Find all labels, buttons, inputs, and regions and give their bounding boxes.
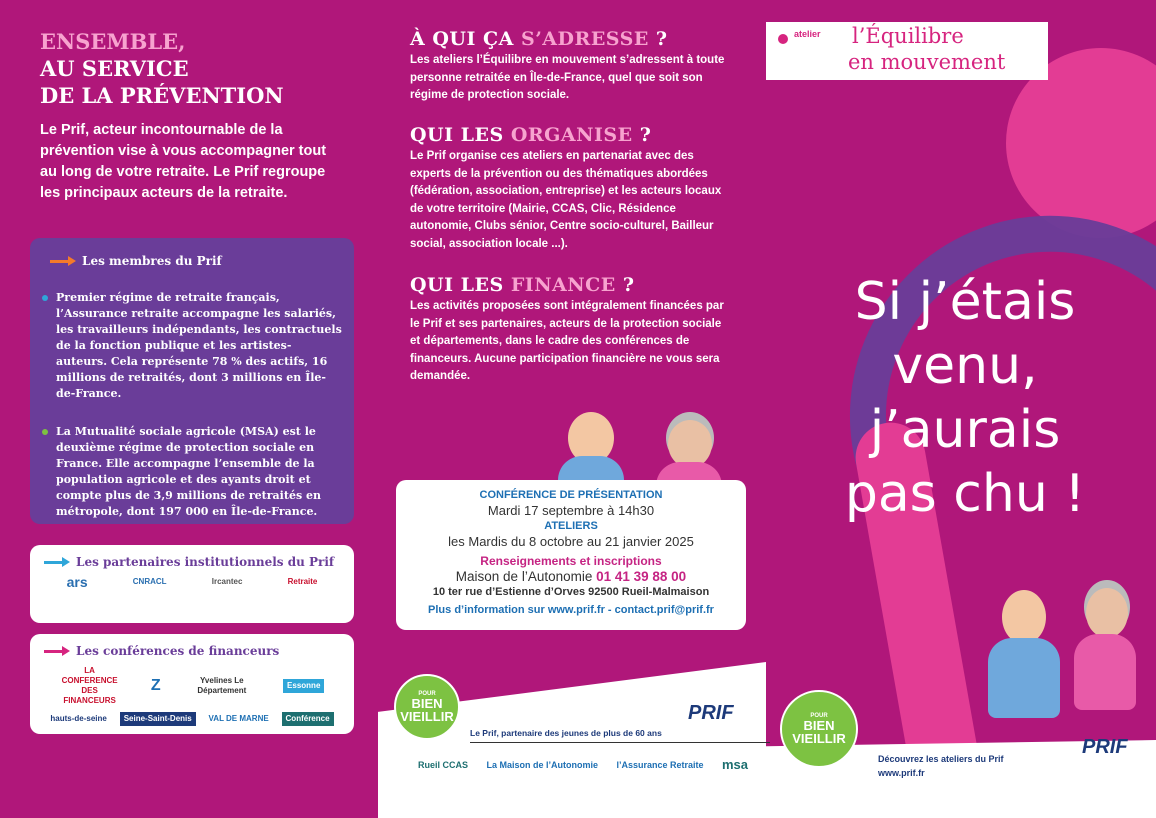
dot-icon — [778, 34, 788, 44]
assurance-retraite-logo: l’Assurance Retraite — [616, 760, 704, 770]
conferences-title: Les conférences de financeurs — [44, 644, 340, 658]
partners-title: Les partenaires institutionnels du Prif — [44, 555, 340, 569]
venue-address: 10 ter rue d’Estienne d’Orves 92500 Rueil-Malmaison — [432, 586, 710, 598]
left-panel — [0, 0, 378, 818]
print-credit: …/ en Personne 360 - 01/2020 — [736, 521, 745, 624]
arrow-right-icon — [50, 256, 76, 266]
conference-logo: Yvelines Le Département — [197, 676, 247, 695]
conference-logo: LA CONFERENCE DES FINANCEURS — [61, 666, 118, 705]
partner-logos — [44, 574, 340, 590]
msa-logo: msa — [721, 757, 748, 772]
conference-logo: hauts-de-seine — [50, 714, 107, 723]
section-text-adresse: Les ateliers l’Équilibre en mouvement s’adressent à toute personne retraitée en Île-de-France, quel que soit son régime de protection sociale. — [410, 54, 725, 101]
cover-slogan: Si j’étais venu, j’aurais pas chu ! — [844, 272, 1086, 524]
conference-date: Mardi 17 septembre à 14h30 — [487, 503, 655, 518]
members-panel — [30, 238, 354, 524]
cover-panel — [766, 0, 1156, 818]
prif-website-link[interactable]: www.prif.fr — [878, 768, 925, 778]
ensemble-heading: ENSEMBLE, AU SERVICE DE LA PRÉVENTION — [40, 29, 284, 108]
section-heading-finance: QUI LES FINANCE ? — [410, 274, 635, 296]
conference-logo: Z — [150, 677, 161, 694]
section-text-organise: Le Prif organise ces ateliers en partenariat avec des experts de la prévention ou des thématiques abordées (fédération, association, entreprise) et les acteurs locaux de votre territoire (Mairie, CCAS, Clic, Résidence autonomie, Clubs sénior, Centre socio-culturel, Bailleur social, association locale ...). — [410, 150, 722, 250]
conference-info-box — [396, 480, 746, 630]
member-msa: La Mutualité sociale agricole (MSA) est le deuxième régime de protection sociale en France. Elle accompagne l’ensemble de la population agricole et des ayants droit et compte plus de 3,9 millions de retraités en métropole, dont 197 000 en Île-de-France. — [42, 424, 342, 520]
bien-vieillir-badge: POUR BIEN VIEILLIR — [780, 690, 858, 768]
prif-logo: PRIF — [1082, 736, 1128, 758]
atelier-title-box: atelier l’Équilibre en mouvement — [766, 22, 1048, 80]
ars-logo: ars — [66, 574, 88, 590]
conference-logos-row2 — [44, 712, 340, 726]
atelier-title-line1: l’Équilibre — [852, 24, 964, 48]
middle-panel — [378, 0, 766, 818]
conference-logos-row1 — [44, 666, 340, 706]
ateliers-title: ATELIERS — [544, 520, 598, 532]
conference-logo: Essonne — [283, 679, 324, 693]
section-heading-adresse: À QUI ÇA S’ADRESSE ? — [410, 28, 668, 50]
conference-title: CONFÉRENCE DE PRÉSENTATION — [479, 489, 663, 501]
bien-vieillir-badge: POUR BIEN VIEILLIR — [394, 674, 460, 740]
conferences-panel — [30, 634, 354, 734]
member-assurance-retraite: Premier régime de retraite français, l’Assurance retraite accompagne les salariés, les travailleurs indépendants, les contractuels de la fonction publique et les artistes-auteurs. Cela représente 78 % des actifs, 16 millions de retraités, dont 3 millions en Île-de-France. — [42, 290, 342, 402]
section-heading-organise: QUI LES ORGANISE ? — [410, 124, 652, 146]
cnracl-logo: CNRACL — [132, 577, 167, 586]
arrow-right-icon — [44, 646, 70, 656]
decouvrez-text: Découvrez les ateliers du Prif www.prif.fr — [878, 754, 1004, 778]
renseignements-title: Renseignements et inscriptions — [480, 554, 662, 568]
bullet-icon — [42, 429, 48, 435]
arrow-right-icon — [44, 557, 70, 567]
conference-logo: Seine-Saint-Denis — [120, 712, 196, 726]
website-contact-link[interactable]: Plus d’information sur www.prif.fr - contact.prif@prif.fr — [428, 604, 714, 616]
ateliers-dates: les Mardis du 8 octobre au 21 janvier 2025 — [448, 534, 694, 549]
partners-panel — [30, 545, 354, 623]
conference-logo: VAL DE MARNE — [208, 714, 269, 723]
venue-line: Maison de l’Autonomie 01 41 39 88 00 — [455, 569, 687, 584]
retraite-logo: Retraite — [287, 577, 318, 586]
atelier-title-line2: en mouvement — [848, 50, 1006, 74]
conference-logo: Conférence — [282, 712, 334, 726]
prif-logo: PRIF — [688, 702, 734, 724]
bullet-icon — [42, 295, 48, 301]
phone-number[interactable]: 01 41 39 88 00 — [596, 569, 687, 584]
maison-autonomie-logo: La Maison de l’Autonomie — [486, 760, 598, 770]
intro-text: Le Prif, acteur incontournable de la prévention vise à vous accompagner tout au long de votre retraite. Le Prif regroupe les principaux acteurs de la retraite. — [40, 122, 327, 201]
members-title: Les membres du Prif — [50, 254, 342, 268]
section-text-finance: Les activités proposées sont intégralement financées par le Prif et ses partenaires, acteurs de la protection sociale et départements, dans le cadre des conférences de financeurs. Aucune participation financière ne vous sera demandée. — [410, 300, 724, 382]
local-partner-logos — [418, 757, 748, 772]
ccas-logo: Rueil CCAS — [418, 760, 469, 770]
ircantec-logo: Ircantec — [211, 577, 243, 586]
prif-partner-line: Le Prif, partenaire des jeunes de plus de 60 ans — [470, 728, 770, 743]
